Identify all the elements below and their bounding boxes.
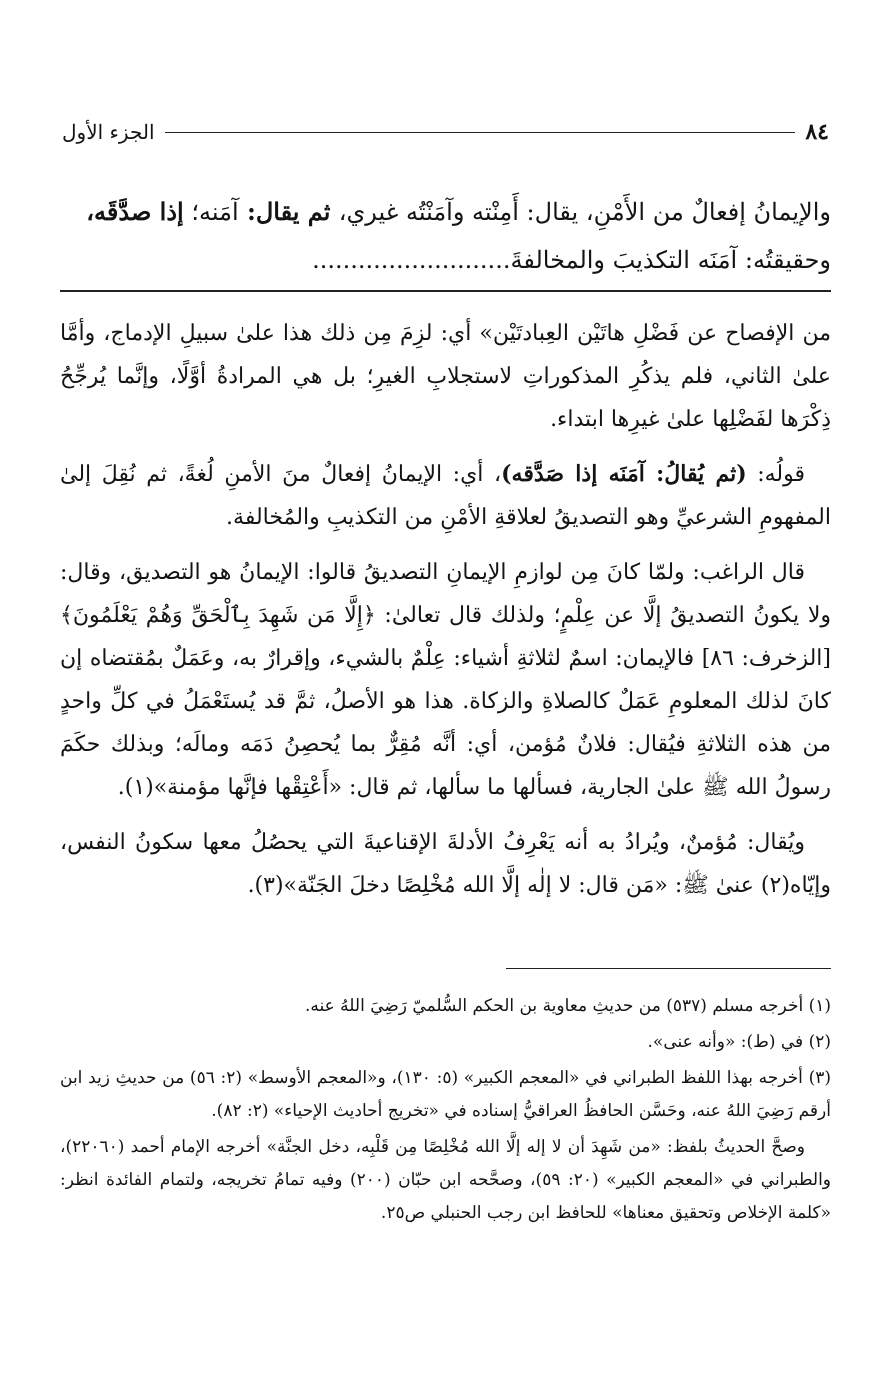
matn-text-c: آمَنه؛ [183,198,239,226]
commentary [60,312,831,919]
page-header [62,114,829,150]
commentary-paragraph-4: ويُقال: مُؤمنٌ، ويُرادُ به أنه يَعْرِفُ الأدلةَ الإقناعيةَ التي يحصُلُ معها سكونُ النفس، وإيّاه(٢) عنىٰ ﷺ: «مَن قال: لا إلٰه إلَّا الله مُخْلِصًا دخلَ الجَنّة»(٣). [60,830,831,898]
commentary-paragraph-3: قال الراغب: ولمّا كانَ مِن لوازمِ الإيمانِ التصديقُ قالوا: الإيمانُ هو التصديق، وقال: ولا يكونُ التصديقُ إلَّا عن عِلْمٍ؛ ولذلك قال تعالىٰ: ﴿إِلَّا مَن شَهِدَ بِٱلْحَقِّ وَهُمْ يَعْلَمُونَ﴾ [الزخرف: ٨٦] فالإيمان: اسمٌ لثلاثةِ أشياء: عِلْمٌ بالشيء، وإقرارٌ به، وعَمَلٌ بمُقتضاه إن كانَ لذلك المعلومِ عَمَلٌ كالصلاةِ والزكاة. هذا هو الأصلُ، ثمَّ قد يُستَعْمَلُ في كلِّ واحدٍ من هذه الثلاثةِ فيُقال: فلانٌ مُؤمن، أي: أنَّه مُقِرٌّ بما يُحصِنُ دَمَه ومالَه؛ وبذلك حكَمَ رسولُ الله ﷺ علىٰ الجارية، فسألها ما سألها، ثم قال: «أَعْتِقْها فإنَّها مؤمنة»(١). [60,560,831,800]
matn-bold-d: إذا صدَّقَه، [86,197,184,226]
footnote-3-continued: وصحَّ الحديثُ بلفظ: «من شَهِدَ أن لا إله إلَّا الله مُخْلِصًا مِن قَلْبِه، دخل الجنَّة» أخرجه الإمام أحمد (٢٢٠٦٠)، والطبراني في «المعجم الكبير» (٢٠: ٥٩)، وصحَّحه ابن حبّان (٢٠٠) وفيه تمامُ تخريجه، ولتمام الفائدة انظر: «كلمة الإخلاص وتحقيق معناها» للحافظ ابن رجب الحنبلي ص٢٥. [60,1137,831,1223]
footnote-divider [506,968,831,969]
section-title: الجزء الأول [62,120,155,144]
footnotes [60,990,831,1233]
matn-text-a: والإيمانُ إفعالٌ من الأَمْنِ، يقال: أَمِنْته وآمَنْتُه غيري، [338,198,831,226]
matn-bold-b: ثم يقال: [238,197,339,226]
p2-quoted-matn: (ثم يُقالُ: آمَنَه إذا صَدَّقه) [501,461,747,487]
footnote-3: (٣) أخرجه بهذا اللفظ الطبراني في «المعجم الكبير» (٥: ١٣٠)، و«المعجم الأوسط» (٢: ٥٦) من حديثِ زيد ابن أرقم رَضِيَ اللهُ عنه، وحَسَّن الحافظُ العراقيُّ إسناده في «تخريج أحاديث الإحياء» (٢: ٨٢). [60,1068,831,1121]
p2-lead: قولُه: [746,462,805,487]
footnote-2: (٢) في (ط): «وأنه عنى». [647,1032,831,1052]
footnote-1: (١) أخرجه مسلم (٥٣٧) من حديثِ معاوية بن الحكم السُّلميّ رَضِيَ اللهُ عنه. [304,996,831,1016]
commentary-paragraph-1: من الإفصاح عن فَضْلِ هاتَيْن العِبادتَيْن» أي: لزِمَ مِن ذلك هذا علىٰ سبيلِ الإدماج، وأمَّا علىٰ الثاني، فلم يذكُرِ المذكوراتِ لاستجلابِ الغيرِ؛ بل هي المرادةُ أوَّلًا، وإنَّما يُرجِّحُ ذِكْرَها لفَضْلِها علىٰ غيرِها ابتداء. [60,321,831,432]
matn-line-1 [60,188,831,236]
p2-rest: ، أي: الإيمانُ إفعالٌ منَ الأمنِ لُغةً، ثم نُقِلَ إلىٰ المفهومِ الشرعيِّ وهو التصديقُ لعلاقةِ الأمْنِ من التكذيبِ والمُخالفة. [60,462,831,530]
header-rule [165,132,796,133]
commentary-paragraph-2 [60,453,831,539]
matn-line-2: وحقيقتُه: آمَنَه التكذيبَ والمخالفةَ.......................... [312,246,831,274]
matn-text [60,188,831,284]
page-number: ٨٤ [805,119,829,145]
matn-divider [60,290,831,292]
